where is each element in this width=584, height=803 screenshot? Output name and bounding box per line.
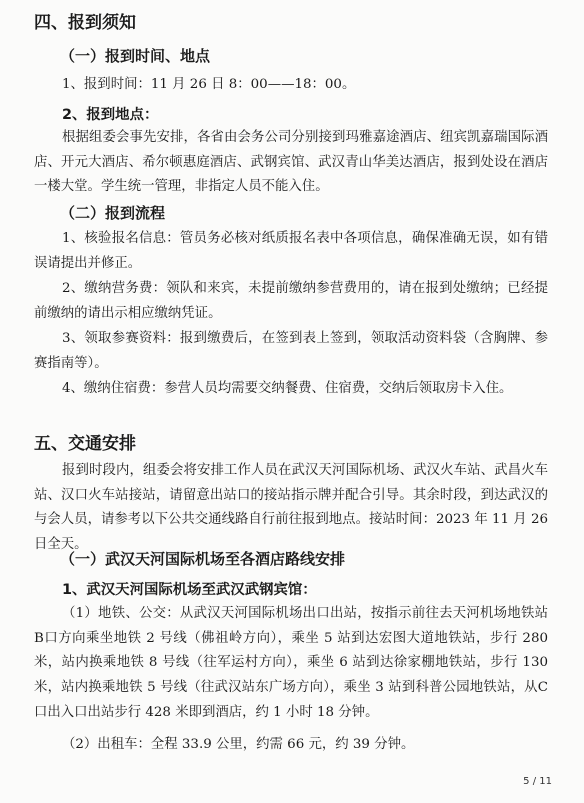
transport-intro: 报到时段内，组委会将安排工作人员在武汉天河国际机场、武汉火车站、武昌火车站、汉口火车站接站，请留意出站口的接站指示牌并配合引导。其余时段，到达武汉的与会人员，请参考以下公共交通线路自行前往报到地点。接站时间：2023 年 11 月 26 日全天。 — [34, 463, 548, 553]
process-step-2: 2、缴纳营务费：领队和来宾，未提前缴纳参营费用的，请在报到处缴纳；已经提前缴纳的请出示相应缴纳凭证。 — [34, 281, 548, 321]
process-step-4: 4、缴纳住宿费：参营人员均需要交纳餐费、住宿费，交纳后领取房卡入住。 — [62, 381, 513, 396]
page-number: 5 / 11 — [523, 776, 552, 787]
report-time: 1、报到时间：11 月 26 日 8：00——18：00。 — [62, 77, 356, 92]
route-metro: （1）地铁、公交：从武汉天河国际机场出口出站，按指示前往去天河机场地铁站B口方向乘坐地铁 2 号线（佛祖岭方向），乘坐 5 站到达宏图大道地铁站，步行 280 米，站内换乘地铁 8 号线（往军运村方向），乘坐 6 站到达徐家棚地铁站，步行 130 米，站内换乘地铁 5 号线（往武汉站东广场方向），乘坐 3 站到科普公园地铁站，从C口出入口出站步行 428 米即到酒店，约 1 小时 18 分钟。 — [34, 606, 548, 720]
section-4-2-title: （二）报到流程 — [60, 204, 166, 222]
route-subtitle: 1、武汉天河国际机场至武汉武钢宾馆： — [62, 582, 317, 598]
process-step-3: 3、领取参赛资料：报到缴费后，在签到表上签到，领取活动资料袋（含胸牌、参赛指南等）。 — [34, 331, 548, 371]
report-place-body: 根据组委会事先安排，各省由会务公司分别接到玛雅嘉途酒店、纽宾凯嘉瑞国际酒店、开元大酒店、希尔顿惠庭酒店、武钢宾馆、武汉青山华美达酒店，报到处设在酒店一楼大堂。学生统一管理，非指定人员不能入住。 — [34, 130, 548, 195]
section-4-1-title: （一）报到时间、地点 — [60, 47, 211, 65]
section-4-title: 四、报到须知 — [34, 13, 136, 33]
process-step-1: 1、核验报名信息：管员务必核对纸质报名表中各项信息，确保准确无误，如有错误请提出并修正。 — [34, 231, 548, 271]
section-5-1-title: （一）武汉天河国际机场至各酒店路线安排 — [60, 550, 346, 568]
report-place-title: 2、报到地点： — [62, 107, 159, 123]
route-taxi: （2）出租车：全程 33.9 公里，约需 66 元，约 39 分钟。 — [62, 737, 415, 752]
section-5-title: 五、交通安排 — [34, 434, 136, 454]
